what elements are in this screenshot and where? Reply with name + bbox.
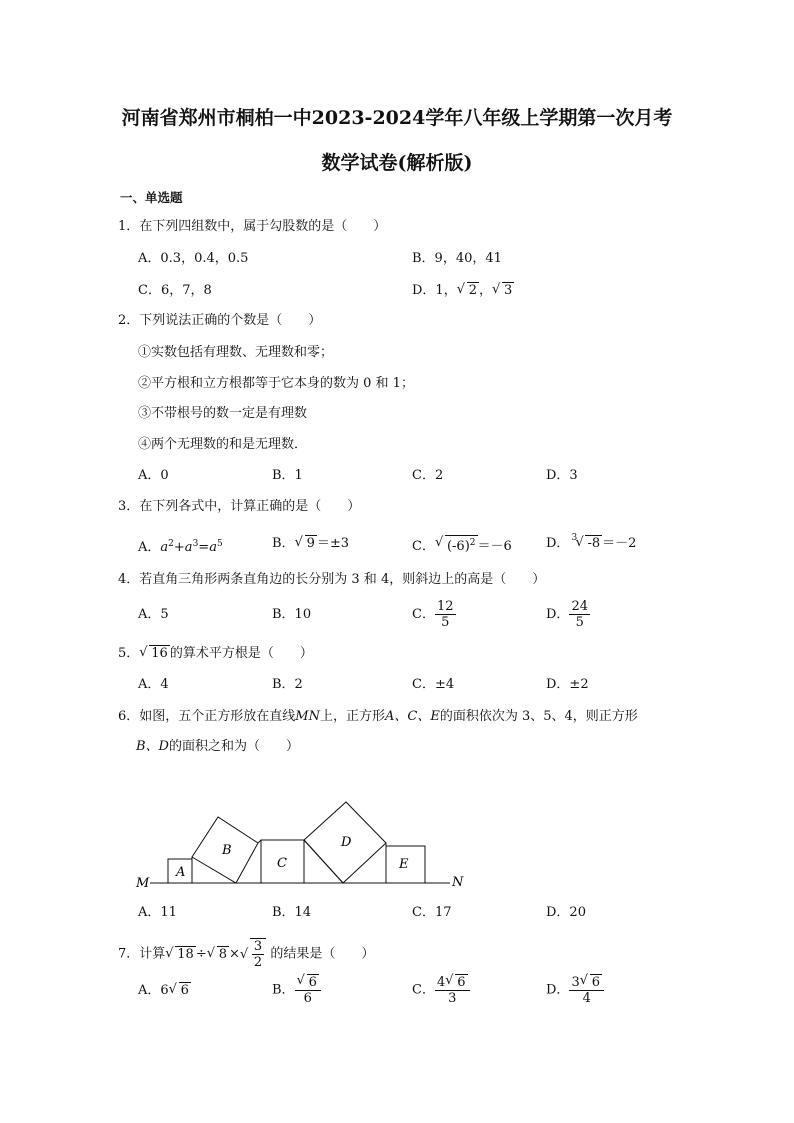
q5-option-a: A．4	[138, 677, 169, 692]
q5-stem-text: 的算术平方根是（ ）	[169, 646, 313, 661]
label-a: A	[176, 865, 186, 880]
q4-option-d	[546, 599, 590, 630]
q3-d-result: ＝－2	[602, 536, 637, 551]
q2-stem: 2．下列说法正确的个数是（ ）	[118, 313, 322, 328]
label-e: E	[399, 857, 409, 872]
q7-divide: ÷	[195, 946, 207, 962]
q3-a-term3: a	[209, 540, 217, 555]
sqrt-symbol: √ 6	[445, 973, 466, 990]
q7-c-radicand: 6	[457, 975, 466, 990]
q4-c-denominator: 5	[441, 615, 450, 630]
q3-b-radicand: 9	[306, 536, 315, 551]
q7-stem	[118, 938, 374, 970]
q2-option-c: C．2	[412, 468, 444, 483]
q1-option-a: A．0.3，0.4，0.5	[138, 251, 249, 266]
q5-radicand: 16	[151, 646, 168, 661]
q7-d-radicand: 6	[591, 975, 600, 990]
q6-option-c: C．17	[412, 905, 452, 920]
q2-statement-2: ②平方根和立方根都等于它本身的数为 0 和 1；	[138, 376, 414, 391]
q6-stem-line2	[136, 738, 299, 756]
q4-d-numerator: 24	[571, 599, 588, 614]
q3-stem: 3．在下列各式中，计算正确的是（ ）	[118, 499, 361, 514]
sqrt-symbol: √ 16	[139, 645, 168, 661]
sqrt-symbol: √ 6	[296, 973, 317, 990]
q3-a-term1: a	[160, 540, 169, 555]
label-n: N	[452, 875, 464, 890]
q7-option-c	[412, 974, 470, 1006]
q2-option-d: D．3	[546, 468, 578, 483]
q7-text-2: 的结果是（ ）	[266, 946, 375, 962]
q3-option-a	[138, 535, 223, 557]
q1-d-prefix: D．1，	[412, 283, 457, 298]
q7-c-coef: 4	[436, 975, 446, 990]
q7-d-coef: 3	[571, 975, 580, 990]
q3-d-radicand: -8	[587, 536, 601, 551]
q3-a-exp3: 5	[216, 539, 223, 549]
q7-b-denominator: 6	[303, 991, 312, 1006]
q1-d-radicand-1: 2	[468, 283, 477, 298]
sqrt-symbol: √ 9	[294, 535, 315, 551]
q3-b-result: ＝±3	[316, 536, 350, 551]
q3-c-result: ＝－6	[477, 539, 512, 554]
q5-stem	[118, 645, 313, 663]
q4-option-c	[412, 599, 456, 630]
q5-option-d: D．±2	[546, 677, 589, 692]
q6-option-b: B．14	[272, 905, 312, 920]
label-c: C	[277, 856, 287, 871]
sqrt-symbol: √ 3	[492, 282, 513, 298]
q1-d-radicand-2: 3	[504, 283, 513, 298]
q6-text-2: 上，正方形	[319, 709, 385, 724]
q3-b-label: B．	[272, 536, 295, 551]
q3-option-d	[546, 535, 636, 553]
q6-text-3: 的面积依次为 3、5、4，则正方形	[439, 709, 638, 724]
q5-option-b: B．2	[272, 677, 303, 692]
q4-d-denominator: 5	[575, 615, 584, 630]
q6-squares-figure	[130, 795, 470, 895]
q4-option-a: A．5	[138, 607, 169, 622]
label-m: M	[136, 876, 150, 891]
q5-number: 5．	[118, 646, 140, 661]
q4-c-label: C．	[412, 607, 435, 622]
q7-d-denominator: 4	[582, 991, 591, 1006]
q6-text-4: 的面积之和为（ ）	[168, 739, 299, 754]
section-heading: 一、单选题	[120, 190, 183, 205]
sqrt-symbol: √ 6	[168, 982, 189, 998]
q6-option-a: A．11	[138, 905, 177, 920]
q6-squares-ace: A、C、E	[384, 709, 440, 724]
q7-times: ×	[229, 946, 240, 962]
q3-a-term2: a	[184, 540, 193, 555]
q4-option-b: B．10	[272, 607, 312, 622]
q7-c-label: C．	[412, 982, 435, 998]
sqrt-symbol: √ 2	[456, 282, 477, 298]
label-b: B	[222, 843, 232, 858]
q5-option-c: C．±4	[412, 677, 455, 692]
q3-a-equals: =	[198, 540, 210, 555]
q7-d-label: D．	[546, 982, 570, 998]
q1-option-b: B．9，40，41	[412, 251, 502, 266]
q7-radicand-2: 8	[218, 946, 228, 962]
sqrt-symbol: √ 6	[579, 973, 600, 990]
q6-squares-bd: B、D	[136, 739, 169, 754]
page-title-line1: 河南省郑州市桐柏一中2023-2024学年八年级上学期第一次月考	[121, 107, 673, 129]
q2-option-b: B．1	[272, 468, 303, 483]
q1-option-c: C．6，7，8	[138, 283, 212, 298]
q7-a-label: A．	[138, 983, 161, 998]
q7-option-b	[272, 974, 321, 1006]
q7-b-radicand: 6	[308, 975, 317, 990]
q7-option-d	[546, 974, 604, 1006]
q3-d-label: D．	[546, 536, 570, 551]
q7-frac-numerator: 3	[253, 939, 263, 954]
q7-option-a	[138, 982, 191, 1000]
q2-option-a: A．0	[138, 468, 169, 483]
fraction	[252, 939, 264, 970]
q2-statement-4: ④两个无理数的和是无理数．	[138, 437, 308, 452]
q3-d-root-index: 3	[571, 533, 578, 543]
fraction	[569, 599, 590, 630]
q3-a-label: A．	[138, 540, 161, 555]
q6-line-mn: MN	[295, 709, 320, 724]
q7-frac-denominator: 2	[253, 955, 263, 970]
q7-a-radicand: 6	[180, 983, 189, 998]
q3-a-exp1: 2	[168, 539, 174, 549]
sqrt-symbol: √ $\frac{3}{2}$	[240, 938, 266, 970]
q3-c-radicand: (-6)	[446, 539, 470, 554]
q1-stem: 1．在下列四组数中，属于勾股数的是（ ）	[118, 219, 387, 234]
q3-c-label: C．	[412, 539, 435, 554]
q6-text-1: 6．如图，五个正方形放在直线	[118, 709, 296, 724]
fraction	[569, 974, 604, 1006]
q3-a-plus: +	[173, 540, 185, 555]
q4-c-numerator: 12	[436, 599, 454, 614]
q2-statement-3: ③不带根号的数一定是有理数	[138, 406, 308, 421]
q7-c-denominator: 3	[448, 991, 457, 1006]
q1-option-d	[412, 282, 514, 300]
q6-segment	[304, 840, 343, 883]
q7-a-coef: 6	[160, 983, 169, 998]
q3-option-b	[272, 535, 349, 553]
fraction	[435, 974, 470, 1006]
fraction	[435, 599, 456, 630]
q2-statement-1: ①实数包括有理数、无理数和零；	[138, 345, 334, 360]
q6-option-d: D．20	[546, 905, 586, 920]
q7-b-label: B．	[272, 982, 295, 998]
q3-c-exp: 2	[469, 538, 476, 548]
q3-a-exp2: 3	[192, 539, 199, 549]
sqrt-symbol: √ 18	[165, 945, 194, 962]
cube-root-symbol: 3 √ -8	[575, 535, 602, 553]
q4-stem: 4．若直角三角形两条直角边的长分别为 3 和 4，则斜边上的高是（ ）	[118, 572, 546, 587]
q1-d-separator: ，	[478, 283, 492, 298]
q7-radicand-1: 18	[177, 946, 194, 962]
q7-text-1: 7．计算	[118, 946, 166, 962]
page-title-line2: 数学试卷(解析版)	[321, 152, 473, 174]
sqrt-symbol: √ $(-6)^2$	[434, 535, 476, 554]
q3-option-c	[412, 535, 512, 556]
label-d: D	[341, 835, 352, 850]
fraction	[295, 974, 321, 1006]
q6-stem-line1	[118, 708, 638, 726]
q4-d-label: D．	[546, 607, 570, 622]
sqrt-symbol: √ 8	[206, 945, 228, 962]
